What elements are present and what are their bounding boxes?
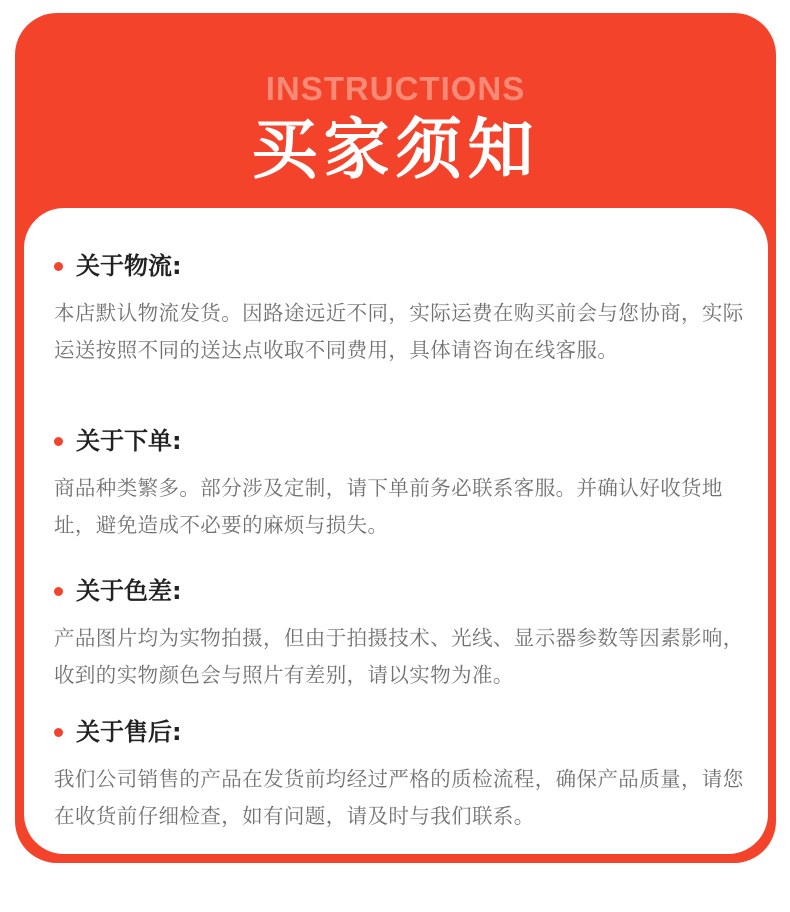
bullet-dot-icon [54, 437, 63, 446]
section-body: 产品图片均为实物拍摄，但由于拍摄技术、光线、显示器参数等因素影响，收到的实物颜色会与照片有差别，请以实物为准。 [54, 626, 744, 687]
instructions-panel [15, 13, 776, 863]
header-title: 买家须知 [251, 111, 540, 188]
content-card [24, 208, 768, 854]
section-title-text: 关于物流: [76, 252, 182, 280]
section-title-text: 关于下单: [76, 427, 182, 455]
section-logistics [54, 249, 754, 368]
section-body: 商品种类繁多。部分涉及定制，请下单前务必联系客服。并确认好收货地址，避免造成不必要的麻烦与损失。 [54, 476, 723, 537]
section-title [54, 249, 754, 283]
header-subtitle: INSTRUCTIONS [265, 70, 526, 107]
section-title [54, 574, 754, 608]
bullet-dot-icon [54, 728, 63, 737]
section-title-text: 关于售后: [76, 718, 182, 746]
section-body: 本店默认物流发货。因路途远近不同，实际运费在购买前会与您协商，实际运送按照不同的送达点收取不同费用，具体请咨询在线客服。 [54, 301, 744, 362]
section-title [54, 424, 754, 458]
section-ordering [54, 424, 754, 543]
section-color-difference [54, 574, 754, 693]
bullet-dot-icon [54, 587, 63, 596]
section-after-sales [54, 715, 754, 834]
section-body: 我们公司销售的产品在发货前均经过严格的质检流程，确保产品质量，请您在收货前仔细检查，如有问题，请及时与我们联系。 [54, 767, 744, 828]
section-title-text: 关于色差: [76, 577, 182, 605]
bullet-dot-icon [54, 262, 63, 271]
section-title [54, 715, 754, 749]
